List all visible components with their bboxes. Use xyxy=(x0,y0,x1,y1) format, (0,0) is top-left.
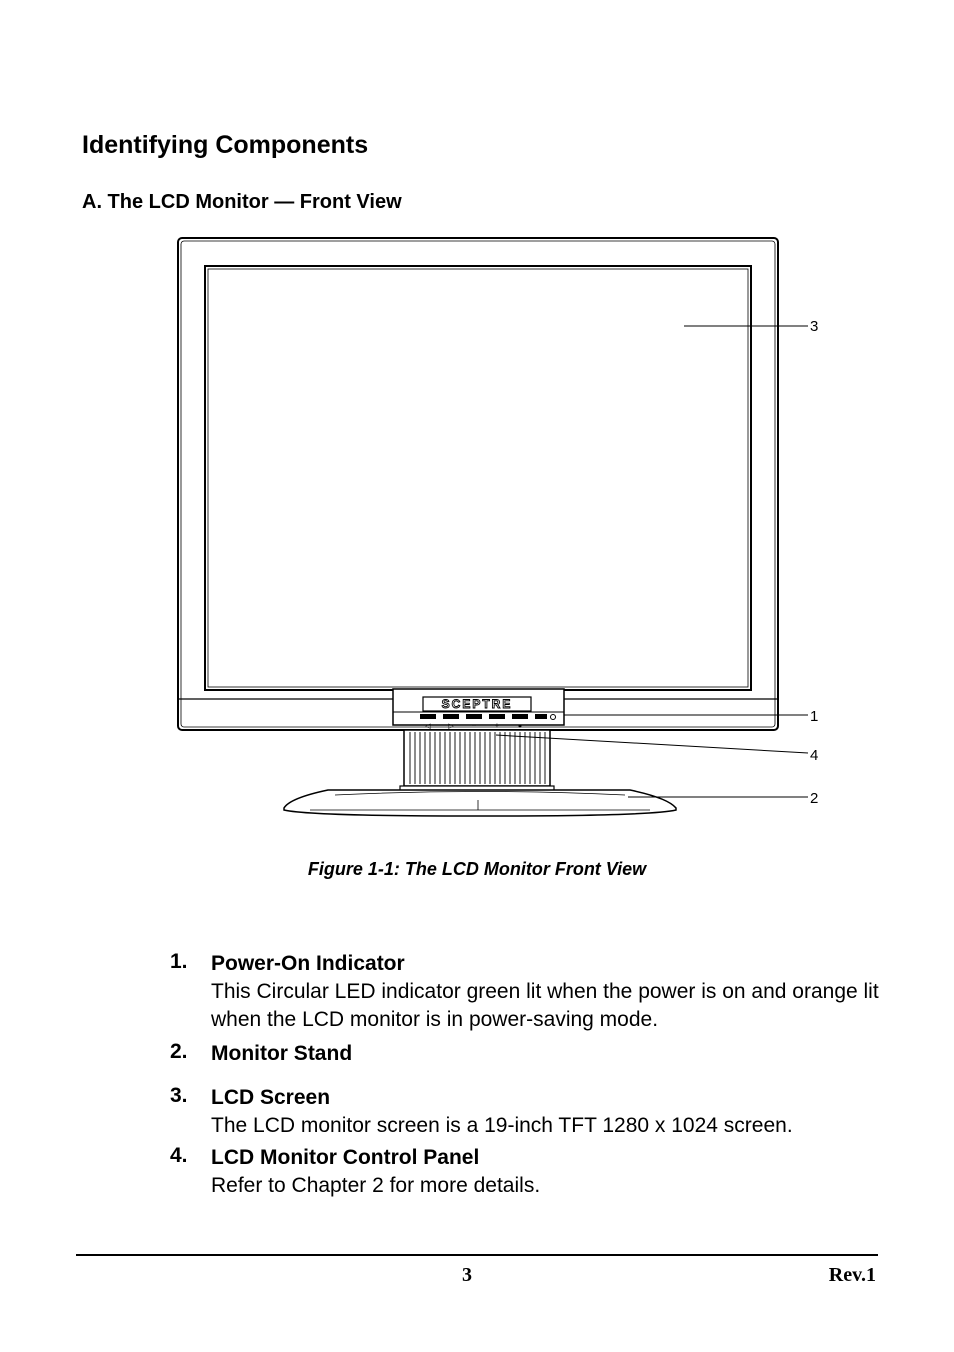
item-number: 1. xyxy=(170,950,188,973)
item-number: 2. xyxy=(170,1040,188,1063)
callout-4: 4 xyxy=(810,747,819,764)
brand-logo: SCEPTRE xyxy=(441,697,513,711)
page-number: 3 xyxy=(462,1264,472,1286)
svg-text:+: + xyxy=(494,721,500,730)
section-subheading: A. The LCD Monitor — Front View xyxy=(82,191,402,213)
revision-label: Rev.1 xyxy=(828,1264,876,1286)
list-item xyxy=(170,950,890,1034)
item-number: 3. xyxy=(170,1084,188,1107)
page-heading: Identifying Components xyxy=(82,131,369,159)
svg-text:◁: ◁ xyxy=(425,723,431,730)
item-title: LCD Screen xyxy=(211,1086,331,1109)
callout-3: 3 xyxy=(810,318,819,335)
components-list xyxy=(170,950,890,1200)
item-number: 4. xyxy=(170,1144,188,1167)
monitor-neck xyxy=(400,730,554,792)
monitor-diagram xyxy=(170,232,850,832)
callout-1: 1 xyxy=(810,708,819,725)
item-description: Refer to Chapter 2 for more details. xyxy=(211,1174,541,1197)
item-title: Monitor Stand xyxy=(211,1042,353,1065)
list-item xyxy=(170,1144,890,1200)
footer-divider xyxy=(76,1254,878,1256)
monitor-stand-base xyxy=(284,790,676,816)
item-title: LCD Monitor Control Panel xyxy=(211,1146,480,1169)
monitor-front-view-figure xyxy=(170,232,850,832)
item-description: This Circular LED indicator green lit when the power is on and orange lit when the LCD monitor is in power-saving mode. xyxy=(211,980,879,1031)
list-item xyxy=(170,1040,890,1068)
svg-text:−: − xyxy=(471,721,477,730)
callout-2: 2 xyxy=(810,790,819,807)
lcd-screen xyxy=(205,266,751,690)
svg-text:●: ● xyxy=(517,723,523,730)
figure-caption: Figure 1-1: The LCD Monitor Front View xyxy=(307,859,647,879)
power-led xyxy=(551,715,556,720)
item-description: The LCD monitor screen is a 19-inch TFT 1280 x 1024 screen. xyxy=(211,1114,793,1137)
item-title: Power-On Indicator xyxy=(211,952,405,975)
svg-text:▷: ▷ xyxy=(448,723,454,730)
list-item xyxy=(170,1084,890,1140)
